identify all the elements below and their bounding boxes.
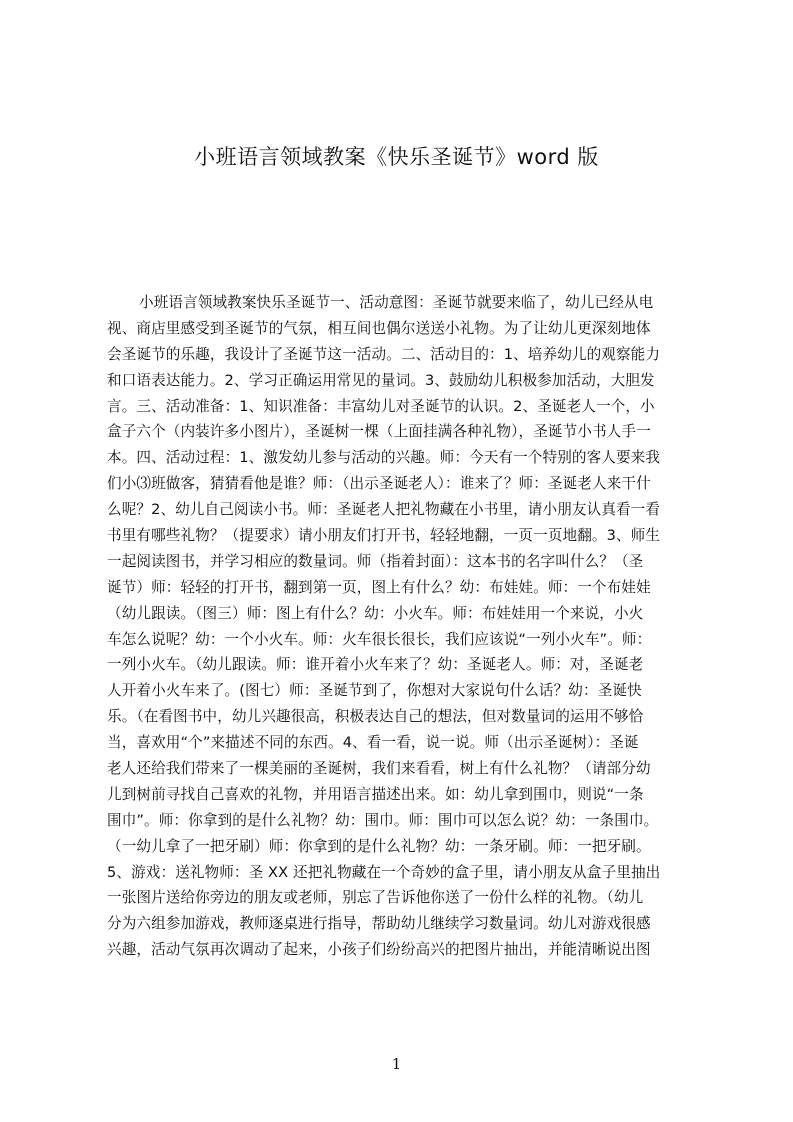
body-line: （一幼儿拿了一把牙刷）师：你拿到的是什么礼物？幼：一条牙刷。师：一把牙刷。 — [107, 837, 651, 855]
body-line: 老人还给我们带来了一棵美丽的圣诞树，我们来看看，树上有什么礼物？（请部分幼 — [107, 760, 651, 778]
document-title: 小班语言领域教案《快乐圣诞节》word 版 — [194, 145, 599, 169]
body-line: 5、游戏：送礼物师：圣 XX 还把礼物藏在一个奇妙的盒子里，请小朋友从盒子里抽出 — [107, 863, 661, 881]
body-line: 言。三、活动准备：1、知识准备：丰富幼儿对圣诞节的认识。2、圣诞老人一个，小 — [107, 397, 655, 415]
body-line: 视、商店里感受到圣诞节的气氛，相互间也偶尔送送小礼物。为了让幼儿更深刻地体 — [107, 319, 651, 337]
body-line: 当，喜欢用“个”来描述不同的东西。4、看一看，说一说。师（出示圣诞树）：圣诞 — [107, 734, 639, 752]
body-line: 盒子六个（内装许多小图片），圣诞树一棵（上面挂满各种礼物），圣诞节小书人手一 — [107, 423, 651, 441]
body-line: 书里有哪些礼物？（提要求）请小朋友们打开书，轻轻地翻，一页一页地翻。3、师生 — [107, 527, 661, 545]
body-line: 一张图片送给你旁边的朋友或老师，别忘了告诉他你送了一份什么样的礼物。（幼儿 — [107, 889, 644, 907]
document-body — [107, 290, 698, 963]
body-line: 会圣诞节的乐趣，我设计了圣诞节这一活动。二、活动目的：1、培养幼儿的观察能力 — [107, 345, 661, 363]
body-line: 围巾”。师：你拿到的是什么礼物？幼：围巾。师：围巾可以怎么说？幼：一条围巾。 — [107, 811, 659, 829]
body-line: 乐。（在看图书中，幼儿兴趣很高，积极表达自己的想法，但对数量词的运用不够恰 — [107, 708, 644, 726]
body-line: 一起阅读图书，并学习相应的数量词。师（指着封面）：这本书的名字叫什么？（圣 — [107, 552, 644, 570]
body-line: 们小⑶班做客，猜猜看他是谁？师：（出示圣诞老人）：谁来了？师：圣诞老人来干什 — [107, 475, 651, 493]
body-line: （幼儿跟读。（图三）师：图上有什么？幼：小火车。师：布娃娃用一个来说，小火 — [107, 604, 644, 622]
body-line: 一列小火车。（幼儿跟读。师：谁开着小火车来了？幼：圣诞老人。师：对，圣诞老 — [107, 656, 644, 674]
body-line: 小班语言领域教案快乐圣诞节一、活动意图：圣诞节就要来临了，幼儿已经从电 — [139, 294, 654, 311]
body-line: 人开着小火车来了。(图七）师：圣诞节到了，你想对大家说句什么话？幼：圣诞快 — [107, 682, 642, 700]
body-line: 诞节）师：轻轻的打开书，翻到第一页，图上有什么？幼：布娃娃。师：一个布娃娃 — [107, 578, 651, 596]
body-line: 分为六组参加游戏，教师逐桌进行指导，帮助幼儿继续学习数量词。幼儿对游戏很感 — [107, 915, 651, 933]
body-line: 本。四、活动过程：1、激发幼儿参与活动的兴趣。师：今天有一个特别的客人要来我 — [107, 449, 661, 467]
page-number: 1 — [391, 1055, 402, 1073]
body-line: 和口语表达能力。2、学习正确运用常见的量词。3、鼓励幼儿积极参加活动，大胆发 — [107, 371, 655, 389]
body-line: 兴趣，活动气氛再次调动了起来，小孩子们纷纷高兴的把图片抽出，并能清晰说出图 — [107, 941, 651, 959]
body-line: 车怎么说呢？幼：一个小火车。师：火车很长很长，我们应该说“一列小火车”。师： — [107, 630, 652, 648]
body-line: 儿到树前寻找自己喜欢的礼物，并用语言描述出来。如：幼儿拿到围巾，则说“一条 — [107, 785, 644, 803]
body-line: 么呢？2、幼儿自己阅读小书。师：圣诞老人把礼物藏在小书里，请小朋友认真看一看 — [107, 501, 661, 519]
